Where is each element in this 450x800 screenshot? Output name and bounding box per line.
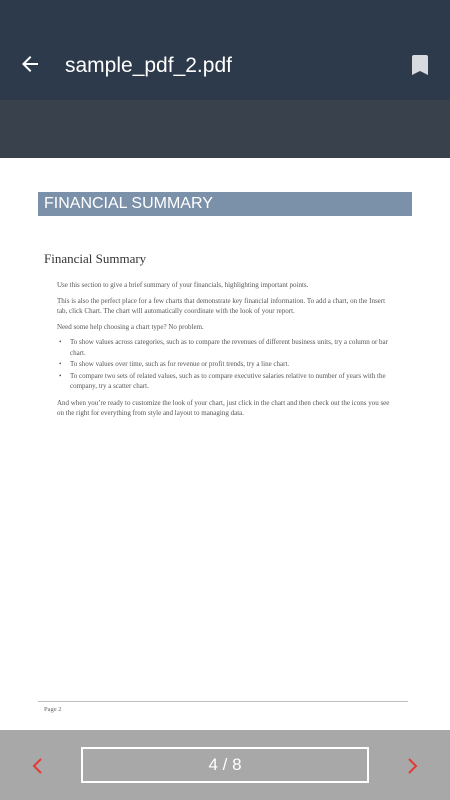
bullet-text: To show values over time, such as for revenue or profit trends, try a line chart. xyxy=(70,360,290,368)
bullet-text: To compare two sets of related values, such as to compare executive salaries relative to number of years with the company, try a scatter chart. xyxy=(70,371,386,390)
app-bar xyxy=(0,0,450,100)
toolbar-strip xyxy=(0,100,450,158)
page-navigation-bar xyxy=(0,730,450,800)
bookmark-icon xyxy=(412,55,428,75)
chevron-left-icon xyxy=(31,757,45,775)
bullet-list xyxy=(57,337,392,392)
document-body xyxy=(57,280,392,424)
bullet-item xyxy=(57,371,392,392)
section-banner xyxy=(38,192,412,216)
paragraph: This is also the perfect place for a few charts that demonstrate key financial information. To add a chart, on the Insert tab, click Chart. The chart will automatically coordinate with the look of your report. xyxy=(57,296,386,315)
document-heading: Financial Summary xyxy=(44,251,147,266)
bullet-item xyxy=(57,359,392,370)
bullet-text: To show values across categories, such as to compare the revenues of different business units, try a column or bar chart. xyxy=(70,338,388,357)
page-footer-label: Page 2 xyxy=(44,706,62,713)
bullet-icon: • xyxy=(59,338,62,346)
paragraph: And when you’re ready to customize the look of your chart, just click in the chart and then check out the icons you see on the right for everything from style and layout to managing data. xyxy=(57,398,390,417)
footer-divider xyxy=(38,701,408,702)
document-title: sample_pdf_2.pdf xyxy=(65,54,232,77)
bullet-item xyxy=(57,337,392,358)
bullet-icon: • xyxy=(59,360,62,368)
next-page-button[interactable] xyxy=(398,752,426,780)
pdf-page-view[interactable] xyxy=(0,158,450,730)
previous-page-button[interactable] xyxy=(24,752,52,780)
page-indicator[interactable]: 4 / 8 xyxy=(81,747,369,783)
chevron-right-icon xyxy=(405,757,419,775)
arrow-left-icon xyxy=(18,52,42,76)
banner-title: FINANCIAL SUMMARY xyxy=(44,195,213,212)
paragraph: Use this section to give a brief summary of your financials, highlighting important points. xyxy=(57,281,309,289)
back-button[interactable] xyxy=(12,46,48,82)
bullet-icon: • xyxy=(59,371,62,380)
paragraph: Need some help choosing a chart type? No problem. xyxy=(57,322,204,331)
bookmark-button[interactable] xyxy=(404,49,436,81)
